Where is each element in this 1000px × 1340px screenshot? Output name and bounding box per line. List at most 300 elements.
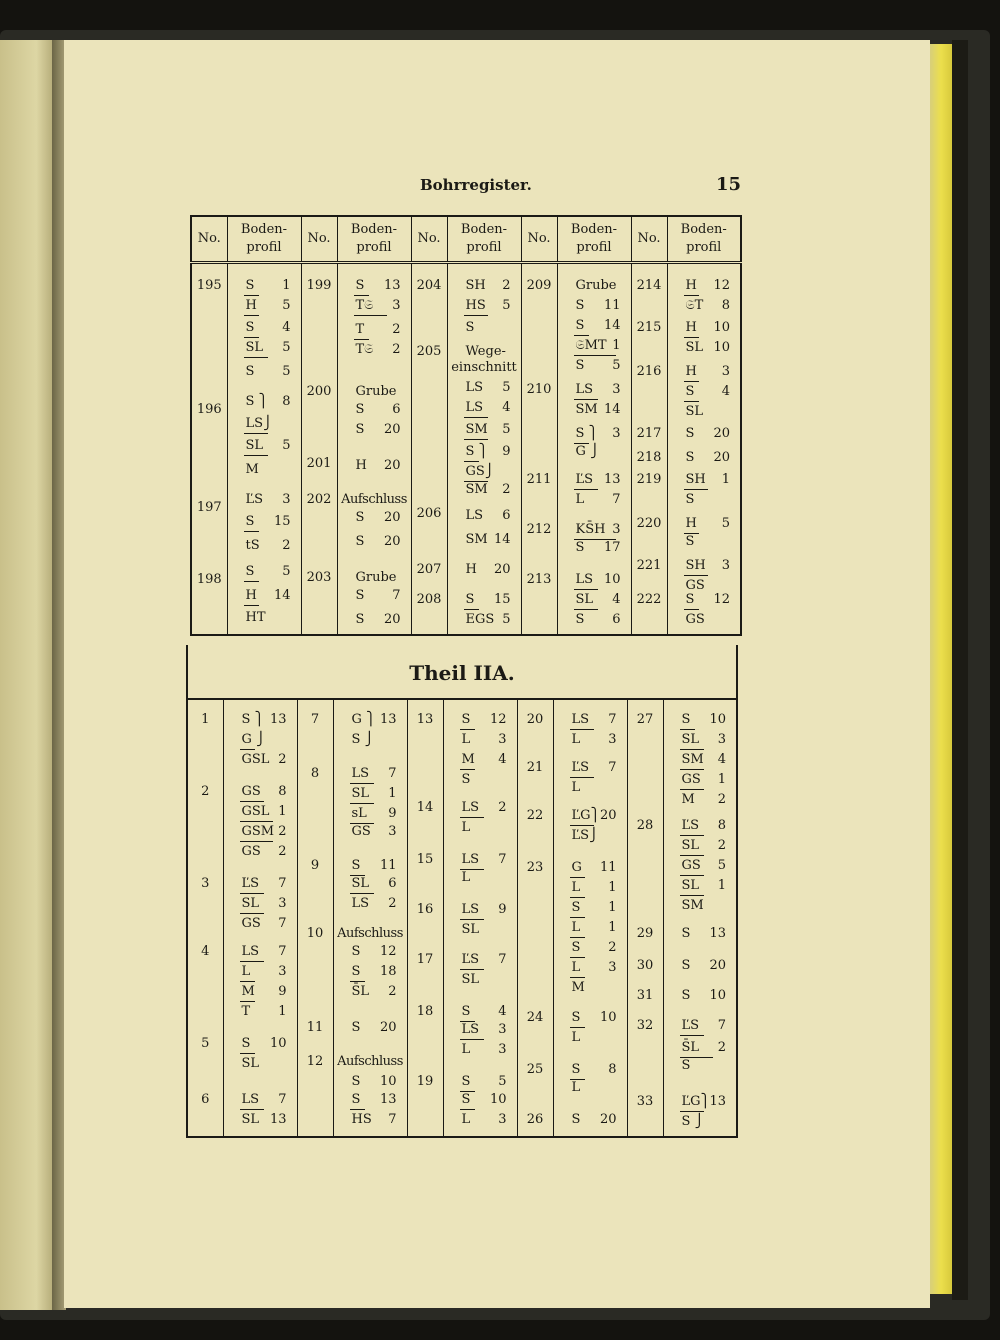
- layer-depth: 14: [493, 532, 511, 547]
- layer-depth: 20: [383, 510, 401, 525]
- soil-code: S: [351, 1074, 361, 1089]
- layer-boundary: [570, 897, 585, 898]
- layer-depth: 6: [502, 508, 511, 523]
- layer-depth: 8: [721, 298, 730, 313]
- layer-depth: 7: [392, 588, 401, 603]
- layer-depth: 4: [498, 1004, 507, 1019]
- soil-code: S: [355, 612, 365, 627]
- soil-code: tS: [245, 538, 260, 553]
- soil-code: GSM: [241, 824, 275, 839]
- soil-code: GS: [241, 844, 261, 859]
- layer-depth: 7: [278, 1092, 287, 1107]
- layer-boundary: [680, 835, 704, 836]
- soil-code: KS̄H: [575, 522, 606, 537]
- layer-depth: 14: [273, 588, 291, 603]
- layer-depth: 12: [379, 944, 397, 959]
- header-profile: Boden- profil: [227, 216, 301, 263]
- number-column: [631, 263, 667, 636]
- boring-number: 30: [636, 958, 654, 973]
- soil-code: H: [245, 298, 257, 313]
- layer-depth: 4: [282, 320, 291, 335]
- boring-number: 217: [636, 426, 662, 441]
- layer-depth: 2: [502, 482, 511, 497]
- soil-code: 𝔖T: [685, 298, 704, 313]
- boring-number: 203: [306, 570, 332, 585]
- number-column: [627, 699, 663, 1137]
- boring-number: 2: [201, 784, 210, 799]
- soil-code: LS: [461, 800, 480, 815]
- profile-column: [333, 699, 407, 1137]
- soil-code: H: [685, 278, 697, 293]
- boring-number: 18: [416, 1004, 434, 1019]
- boring-number: 204: [416, 278, 442, 293]
- layer-depth: 3: [498, 1042, 507, 1057]
- soil-code: S: [245, 564, 255, 579]
- layer-depth: 15: [493, 592, 511, 607]
- boring-number: 13: [416, 712, 434, 727]
- left-page-edge: [0, 40, 52, 1310]
- soil-code: L: [571, 780, 581, 795]
- soil-code: ĽS: [245, 492, 264, 507]
- layer-boundary: [574, 609, 598, 610]
- soil-code: GSL: [241, 752, 270, 767]
- layer-depth: 2: [392, 322, 401, 337]
- layer-depth: 7: [278, 876, 287, 891]
- soil-code: S: [465, 592, 475, 607]
- page-edges: [930, 44, 952, 1294]
- soil-code: ĽS: [241, 876, 260, 891]
- layer-depth: 15: [273, 514, 291, 529]
- boring-number: 28: [636, 818, 654, 833]
- layer-boundary: [350, 803, 374, 804]
- soil-code: S: [351, 858, 361, 873]
- layer-depth: 1: [608, 920, 617, 935]
- boring-number: 15: [416, 852, 434, 867]
- soil-code: SL: [685, 340, 704, 355]
- layer-depth: 1: [608, 900, 617, 915]
- boring-number: 31: [636, 988, 654, 1003]
- profile-column: [663, 699, 737, 1137]
- soil-code: GS: [241, 784, 261, 799]
- soil-code: H: [685, 516, 697, 531]
- soil-code: T𝔖: [355, 298, 374, 313]
- header-no: No.: [301, 216, 337, 263]
- layer-depth: 7: [612, 492, 621, 507]
- layer-depth: 3: [612, 522, 621, 537]
- soil-code: EGS: [465, 612, 495, 627]
- layer-depth: 20: [383, 534, 401, 549]
- profile-column: [443, 699, 517, 1137]
- boring-number: 211: [526, 472, 552, 487]
- soil-code: S: [681, 1058, 691, 1073]
- layer-depth: 2: [717, 792, 726, 807]
- soil-code: LS: [241, 1092, 260, 1107]
- header-no: No.: [521, 216, 557, 263]
- soil-code: LS: [575, 572, 594, 587]
- soil-code: S: [681, 712, 691, 727]
- layer-boundary: [464, 461, 479, 462]
- soil-code: S: [685, 534, 695, 549]
- layer-depth: 3: [388, 824, 397, 839]
- layer-depth: 8: [608, 1062, 617, 1077]
- soil-code: HT: [245, 610, 266, 625]
- layer-depth: 6: [612, 612, 621, 627]
- layer-boundary: [460, 1109, 475, 1110]
- soil-code: GS: [351, 824, 371, 839]
- number-column: [187, 699, 223, 1137]
- soil-code: S: [461, 1004, 471, 1019]
- soil-code: LS⎭: [245, 416, 273, 431]
- soil-code: LS: [241, 944, 260, 959]
- soil-code: SL: [241, 1112, 260, 1127]
- soil-code: S: [685, 450, 695, 465]
- layer-depth: 2: [278, 752, 287, 767]
- layer-boundary: [570, 777, 594, 778]
- soil-code: S: [685, 384, 695, 399]
- layer-depth: 3: [717, 732, 726, 747]
- boring-number: 8: [310, 766, 320, 781]
- layer-depth: 3: [608, 732, 617, 747]
- profile-column: [557, 263, 631, 636]
- layer-boundary: [240, 749, 255, 750]
- layer-depth: 13: [709, 926, 726, 941]
- soil-code: L: [575, 492, 585, 507]
- soil-code: G ⎭: [241, 732, 266, 747]
- layer-boundary: [460, 769, 475, 770]
- soil-code: S: [571, 900, 581, 915]
- boring-number: 26: [526, 1112, 544, 1127]
- soil-code: S: [355, 510, 365, 525]
- soil-code: S: [351, 1020, 361, 1035]
- soil-code: T: [241, 1004, 251, 1019]
- soil-code: T: [355, 322, 365, 337]
- soil-code: GS: [681, 858, 701, 873]
- soil-code: S: [685, 492, 695, 507]
- soil-code: GS⎭: [465, 464, 495, 479]
- boring-number: 11: [306, 1020, 324, 1035]
- soil-code: G: [571, 860, 582, 875]
- soil-code: S ⎫: [575, 426, 599, 441]
- layer-depth: 2: [498, 800, 507, 815]
- soil-code: SL: [681, 838, 700, 853]
- boring-number: 218: [636, 450, 662, 465]
- soil-code: GSL: [241, 804, 270, 819]
- soil-code: LS: [461, 902, 480, 917]
- layer-depth: 5: [282, 298, 291, 313]
- soil-code: T𝔖: [355, 342, 374, 357]
- layer-boundary: [350, 783, 374, 784]
- layer-depth: 9: [502, 444, 511, 459]
- layer-depth: 7: [388, 766, 397, 781]
- layer-boundary: [684, 489, 708, 490]
- layer-depth: 2: [717, 838, 726, 853]
- layer-depth: 2: [392, 342, 401, 357]
- soil-code: SL: [461, 972, 480, 987]
- soil-code: ĽS⎭: [571, 828, 599, 843]
- soil-code: S: [351, 1092, 361, 1107]
- layer-boundary: [460, 817, 484, 818]
- boring-number: 1: [201, 712, 210, 727]
- layer-depth: 13: [269, 1112, 287, 1127]
- layer-boundary: [684, 337, 699, 338]
- layer-boundary: [354, 339, 369, 340]
- layer-depth: 5: [502, 298, 511, 313]
- layer-boundary: [464, 439, 488, 440]
- layer-depth: 12: [713, 278, 730, 293]
- register-table-top: [190, 215, 742, 636]
- layer-depth: 5: [612, 358, 621, 373]
- boring-number: 24: [526, 1010, 544, 1025]
- soil-code: L: [461, 732, 471, 747]
- header-no: No.: [411, 216, 447, 263]
- layer-depth: 10: [713, 340, 730, 355]
- layer-boundary: [354, 295, 369, 296]
- boring-number: 25: [526, 1062, 544, 1077]
- soil-code: LS: [465, 380, 484, 395]
- soil-code: ĽS: [681, 1018, 700, 1033]
- section-title-band: [186, 645, 738, 698]
- boring-number: 17: [416, 952, 434, 967]
- profile-column: [447, 263, 521, 636]
- soil-code: SL: [241, 896, 260, 911]
- layer-depth: 3: [498, 732, 507, 747]
- layer-depth: 7: [608, 712, 617, 727]
- layer-depth: 5: [282, 340, 291, 355]
- boring-number: 202: [306, 492, 332, 507]
- soil-code: SM: [575, 402, 598, 417]
- soil-code: S: [355, 534, 365, 549]
- soil-code: LS: [461, 1022, 480, 1037]
- layer-boundary: [684, 609, 699, 610]
- soil-code: Grube: [355, 384, 397, 399]
- profile-column: [337, 263, 411, 636]
- soil-code: S ⎫: [245, 394, 269, 409]
- soil-code: S: [575, 540, 585, 555]
- soil-code: L: [571, 1080, 581, 1095]
- layer-boundary: [244, 315, 259, 316]
- soil-code: Grube: [575, 278, 617, 293]
- boring-number: 199: [306, 278, 332, 293]
- layer-boundary: [240, 801, 264, 802]
- layer-depth: 2: [608, 940, 617, 955]
- soil-code: L: [571, 732, 581, 747]
- number-column: [517, 699, 553, 1137]
- layer-boundary: [460, 969, 484, 970]
- soil-code: SL: [575, 592, 594, 607]
- boring-number: 215: [636, 320, 662, 335]
- soil-code: S: [351, 964, 361, 979]
- layer-boundary: [680, 875, 704, 876]
- layer-boundary: [570, 1027, 585, 1028]
- boring-number: 214: [636, 278, 662, 293]
- layer-boundary: [240, 961, 264, 962]
- boring-number: 207: [416, 562, 442, 577]
- layer-boundary: [680, 789, 704, 790]
- layer-depth: 4: [721, 384, 730, 399]
- layer-depth: 7: [498, 952, 507, 967]
- layer-depth: 6: [392, 402, 401, 417]
- layer-boundary: [240, 821, 273, 822]
- profile-column: [553, 699, 627, 1137]
- layer-boundary: [354, 315, 387, 316]
- header-no: No.: [191, 216, 227, 263]
- boring-number: 200: [306, 384, 332, 399]
- soil-code: H: [685, 320, 697, 335]
- layer-depth: 5: [282, 438, 291, 453]
- soil-code: ĽS: [571, 760, 590, 775]
- soil-code: Aufschluss: [341, 492, 407, 507]
- layer-depth: 2: [502, 278, 511, 293]
- layer-boundary: [574, 399, 598, 400]
- layer-depth: 20: [713, 450, 730, 465]
- layer-depth: 20: [599, 808, 617, 823]
- layer-boundary: [244, 581, 259, 582]
- soil-code: ĽS: [461, 952, 480, 967]
- boring-number: 29: [636, 926, 654, 941]
- layer-depth: 3: [278, 964, 287, 979]
- soil-code: S: [351, 944, 361, 959]
- layer-depth: 3: [612, 382, 621, 397]
- soil-code: HS: [465, 298, 486, 313]
- boring-number: 23: [526, 860, 544, 875]
- number-column: [191, 263, 227, 636]
- layer-boundary: [244, 337, 259, 338]
- header-profile: Boden- profil: [557, 216, 631, 263]
- layer-depth: 1: [721, 472, 730, 487]
- layer-depth: 10: [379, 1074, 397, 1089]
- boring-number: 221: [636, 558, 662, 573]
- soil-code: SM: [681, 752, 704, 767]
- soil-code: SH: [465, 278, 486, 293]
- header-profile: Boden- profil: [447, 216, 521, 263]
- layer-depth: 10: [709, 988, 726, 1003]
- layer-depth: 13: [383, 278, 401, 293]
- boring-number: 32: [636, 1018, 654, 1033]
- layer-boundary: [574, 489, 598, 490]
- layer-depth: 7: [717, 1018, 726, 1033]
- soil-code: SM: [681, 898, 704, 913]
- number-column: [407, 699, 443, 1137]
- boring-number: 4: [201, 944, 210, 959]
- soil-code: H: [355, 458, 367, 473]
- soil-code: M: [245, 462, 259, 477]
- layer-boundary: [240, 1109, 264, 1110]
- boring-number: 14: [416, 800, 434, 815]
- soil-code: S: [355, 588, 365, 603]
- layer-boundary: [464, 417, 488, 418]
- layer-depth: 10: [709, 712, 726, 727]
- layer-depth: 3: [278, 896, 287, 911]
- soil-code: S: [355, 278, 365, 293]
- layer-depth: 18: [379, 964, 397, 979]
- soil-code: S̄L: [351, 984, 370, 999]
- layer-depth: 1: [612, 338, 621, 353]
- profile-column: [667, 263, 741, 636]
- soil-code: S: [575, 358, 585, 373]
- soil-code: G ⎫: [351, 712, 376, 727]
- layer-depth: 14: [603, 318, 621, 333]
- layer-boundary: [570, 917, 585, 918]
- layer-depth: 1: [282, 278, 291, 293]
- soil-code: L: [571, 960, 581, 975]
- layer-depth: 3: [498, 1112, 507, 1127]
- layer-depth: 20: [713, 426, 730, 441]
- layer-depth: 5: [721, 516, 730, 531]
- soil-code: L: [461, 1042, 471, 1057]
- boring-number: 3: [201, 876, 210, 891]
- layer-boundary: [684, 401, 699, 402]
- soil-code: S̄L: [681, 1040, 700, 1055]
- layer-depth: 7: [278, 916, 287, 931]
- soil-code: ĽS: [575, 472, 594, 487]
- layer-depth: 10: [603, 572, 621, 587]
- layer-depth: 11: [379, 858, 397, 873]
- layer-depth: 7: [388, 1112, 397, 1127]
- soil-code: GS: [681, 772, 701, 787]
- soil-code: SL: [681, 878, 700, 893]
- layer-depth: 2: [717, 1040, 726, 1055]
- table-header-row: [191, 216, 741, 263]
- table-body-row: [191, 263, 741, 636]
- soil-code: SM: [465, 532, 488, 547]
- layer-boundary: [460, 729, 475, 730]
- soil-code: SM: [465, 422, 488, 437]
- soil-code: SL: [351, 876, 370, 891]
- soil-code: SL: [351, 786, 370, 801]
- profile-column: [227, 263, 301, 636]
- layer-boundary: [680, 749, 704, 750]
- boring-number: 33: [636, 1094, 654, 1109]
- layer-depth: 9: [278, 984, 287, 999]
- layer-depth: 8: [278, 784, 287, 799]
- soil-code: ĽG⎫: [681, 1094, 711, 1109]
- layer-depth: 9: [498, 902, 507, 917]
- layer-depth: 1: [717, 772, 726, 787]
- soil-code: LS: [571, 712, 590, 727]
- layer-boundary: [570, 877, 585, 878]
- boring-number: 7: [310, 712, 320, 727]
- layer-depth: 7: [278, 944, 287, 959]
- boring-number: 208: [416, 592, 442, 607]
- soil-code: S ⎫: [241, 712, 265, 727]
- layer-boundary: [680, 729, 695, 730]
- layer-boundary: [574, 589, 598, 590]
- layer-depth: 20: [709, 958, 726, 973]
- soil-code: S: [241, 1036, 251, 1051]
- soil-code: S: [355, 422, 365, 437]
- boring-number: 195: [196, 278, 222, 293]
- soil-code: GS: [685, 612, 705, 627]
- soil-code: S: [571, 1010, 581, 1025]
- soil-code: SM: [465, 482, 488, 497]
- number-column: [297, 699, 333, 1137]
- boring-number: 206: [416, 506, 442, 521]
- header-no: No.: [631, 216, 667, 263]
- soil-code: L: [571, 920, 581, 935]
- layer-boundary: [570, 977, 585, 978]
- layer-boundary: [570, 825, 594, 826]
- soil-code: sL: [351, 806, 367, 821]
- layer-boundary: [240, 1053, 255, 1054]
- layer-boundary: [684, 295, 699, 296]
- layer-depth: 4: [502, 400, 511, 415]
- soil-code: SL: [685, 404, 704, 419]
- boring-number: 212: [526, 522, 552, 537]
- layer-boundary: [244, 357, 268, 358]
- boring-number: 205: [416, 344, 442, 359]
- soil-code: SL: [461, 922, 480, 937]
- boring-number: 21: [526, 760, 544, 775]
